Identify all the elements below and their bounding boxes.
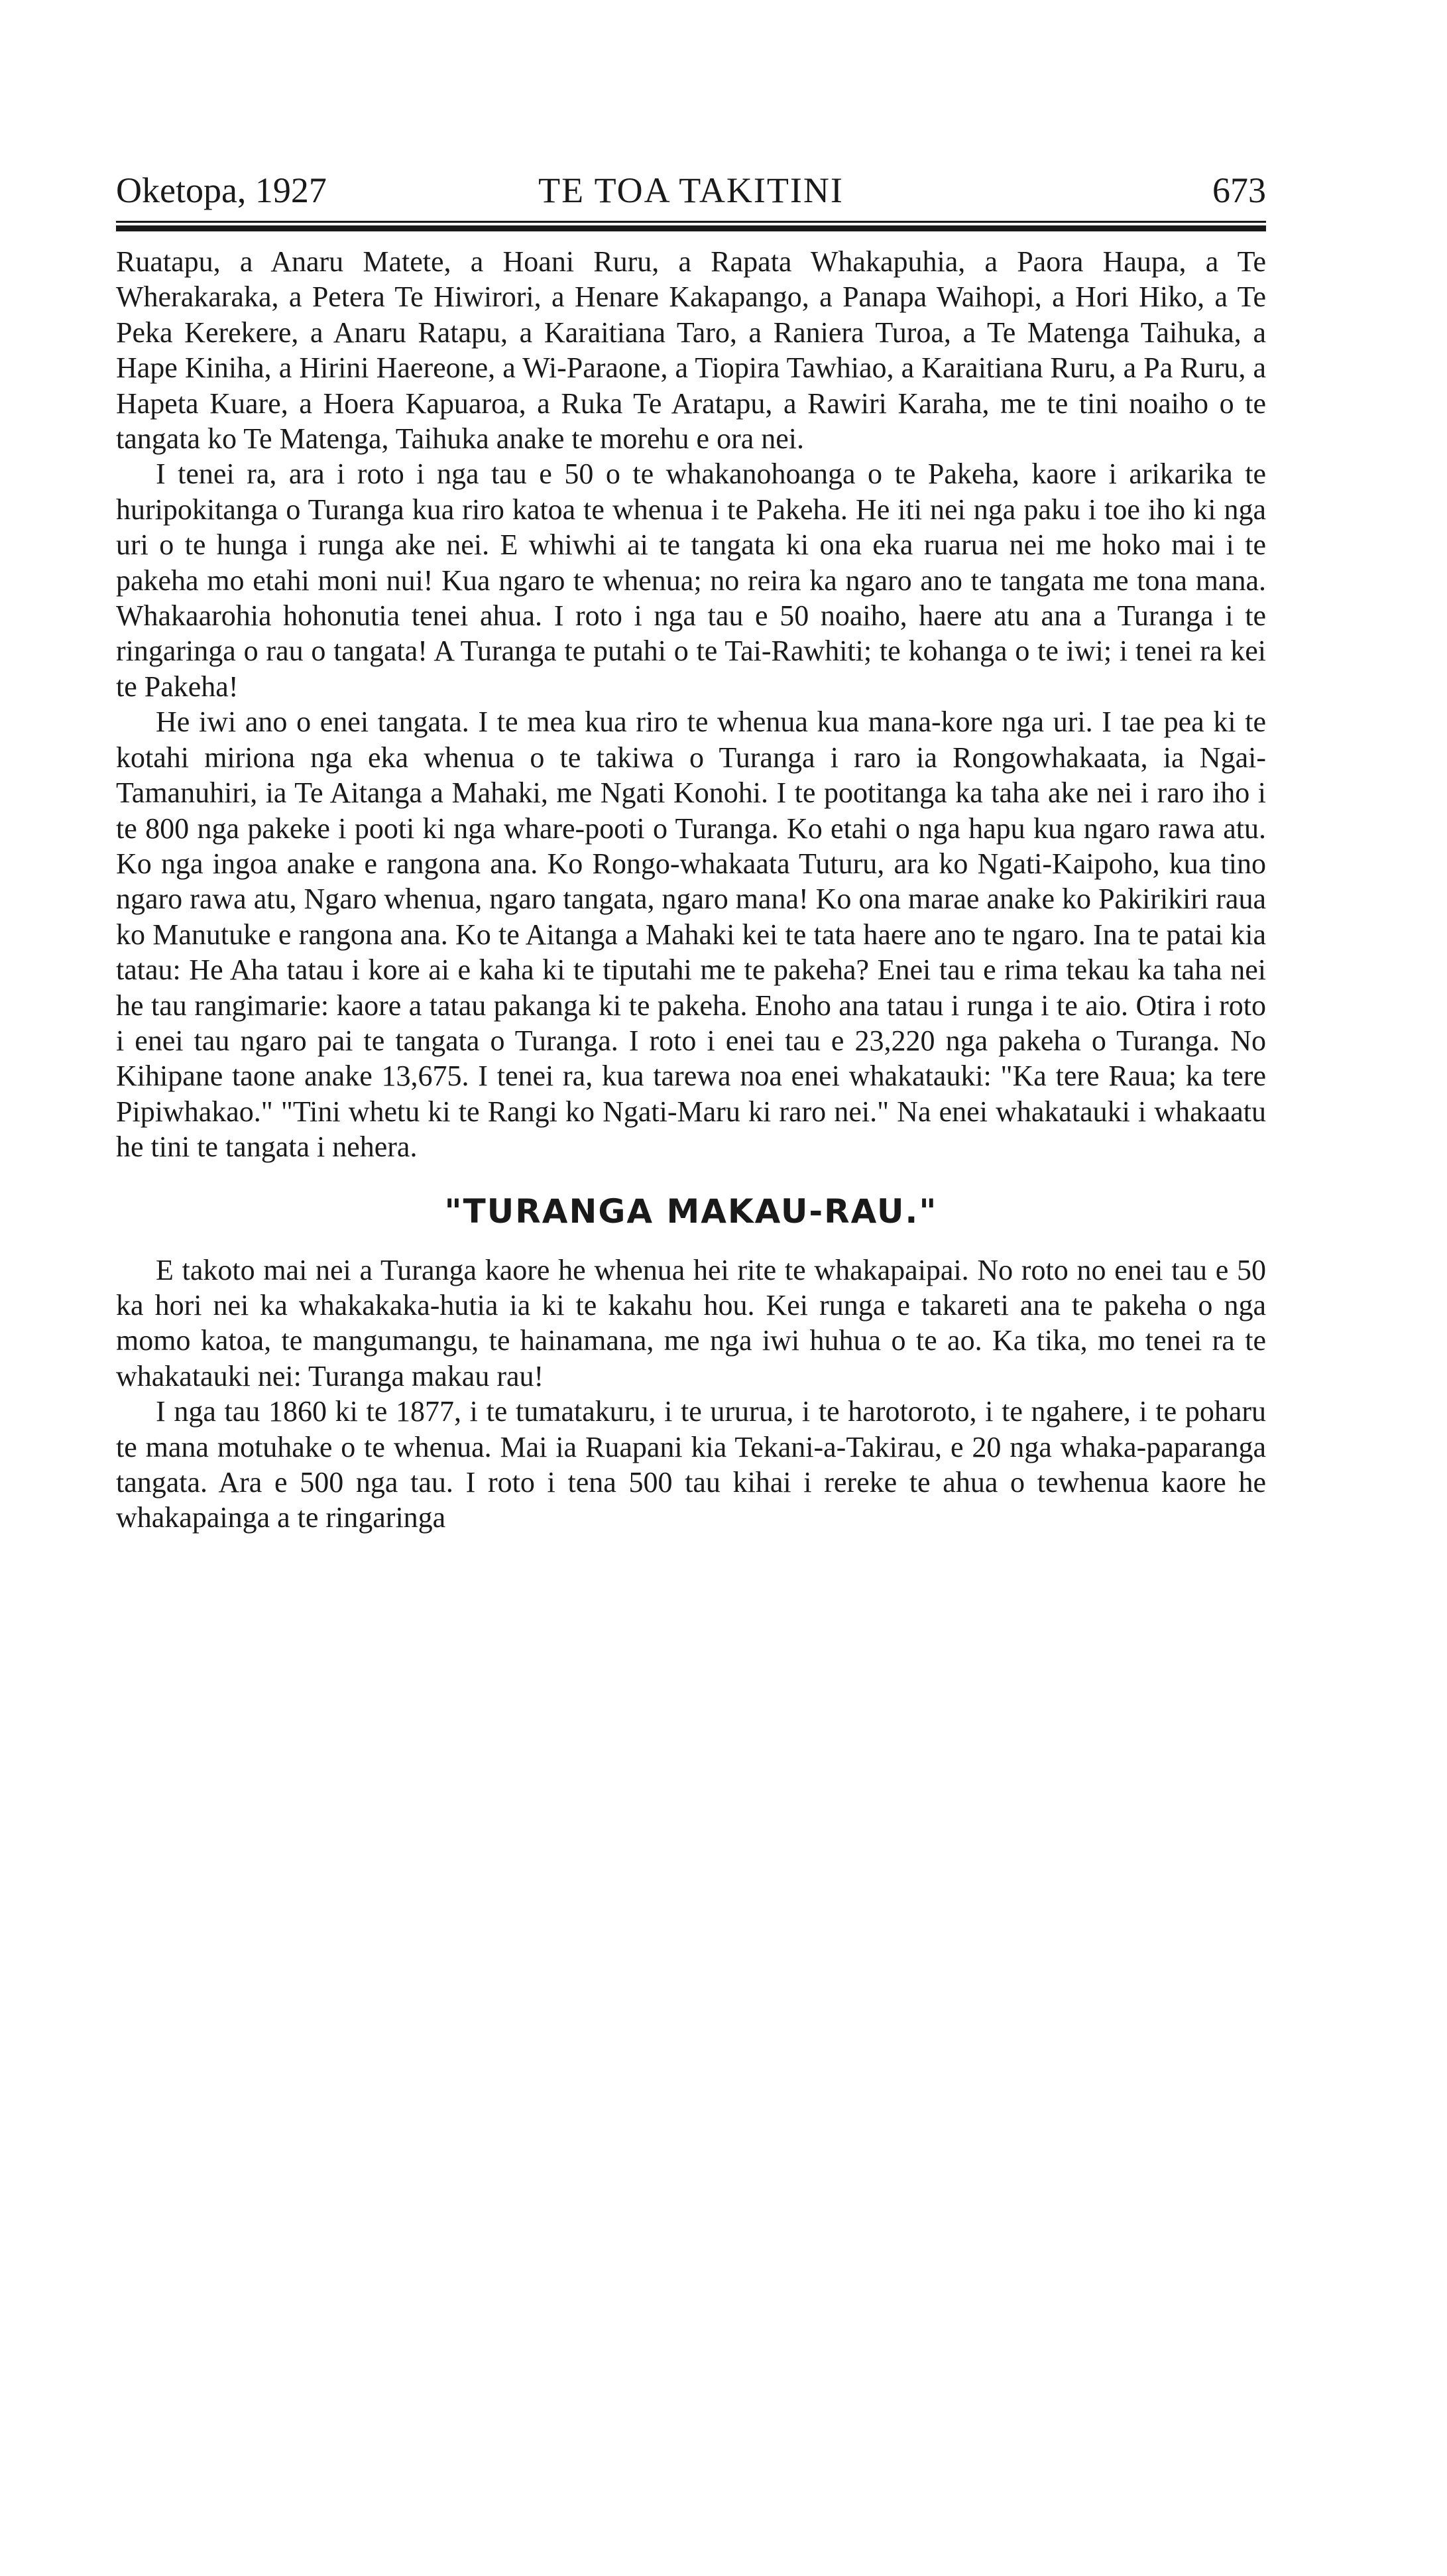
page-number: 673 [1212, 170, 1266, 210]
issue-date: Oketopa, 1927 [116, 170, 327, 210]
paragraph-3: He iwi ano o enei tangata. I te mea kua riro te whenua kua mana-kore nga uri. I tae pea ki te kotahi miriona nga eka whenua o te takiwa o Turanga i raro ia Rongowhakaata, ia Ngai-Tamanuhiri, ia Te Aitanga a Mahaki, me Ngati Konohi. I te pootitanga ka taha ake nei i raro iho i te 800 nga pakeke i pooti ki nga whare-pooti o Turanga. Ko etahi o nga hapu kua ngaro rawa atu. Ko nga ingoa anake e rangona ana. Ko Rongo-whakaata Tuturu, ara ko Ngati-Kaipoho, kua tino ngaro rawa atu, Ngaro whenua, ngaro tangata, ngaro mana! Ko ona marae anake ko Pakirikiri raua ko Manutuke e rangona ana. Ko te Aitanga a Mahaki kei te tata haere ano te ngaro. Ina te patai kia tatau: He Aha tatau i kore ai e kaha ki te tiputahi me te pakeha? Enei tau e rima tekau ka taha nei he tau rangimarie: kaore a tatau pakanga ki te pakeha. Enoho ana tatau i runga i te aio. Otira i roto i enei tau ngaro pai te tangata o Turanga. I roto i enei tau e 23,220 nga pakeha o Turanga. No Kihipane taone anake 13,675. I tenei ra, kua tarewa noa enei whakatauki: "Ka tere Raua; ka tere Pipiwhakao." "Tini whetu ki te Rangi ko Ngati-Maru ki raro nei." Na enei whakatauki i whakaatu he tini te tangata i nehera. [116, 705, 1266, 1164]
journal-title: TE TOA TAKITINI [538, 170, 844, 210]
page [116, 0, 1266, 2576]
article-body [116, 244, 1266, 1536]
header-rule-thin [116, 221, 1266, 223]
paragraph-1: Ruatapu, a Anaru Matete, a Hoani Ruru, a Rapata Whakapuhia, a Paora Haupa, a Te Wherakaraka, a Petera Te Hiwirori, a Henare Kakapango, a Panapa Waihopi, a Hori Hiko, a Te Peka Kerekere, a Anaru Ratapu, a Karaitiana Taro, a Raniera Turoa, a Te Matenga Taihuka, a Hape Kiniha, a Hirini Haereone, a Wi-Paraone, a Tiopira Tawhiao, a Karaitiana Ruru, a Pa Ruru, a Hapeta Kuare, a Hoera Kapuaroa, a Ruka Te Aratapu, a Rawiri Karaha, me te tini noaiho o te tangata ko Te Matenga, Taihuka anake te morehu e ora nei. [116, 245, 1266, 456]
paragraph-2: I tenei ra, ara i roto i nga tau e 50 o te whakanohoanga o te Pakeha, kaore i arikarika te huripokitanga o Turanga kua riro katoa te whenua i te Pakeha. He iti nei nga paku i toe iho ki nga uri o te hunga i runga ake nei. E whiwhi ai te tangata ki ona eka ruarua nei me hoko mai i te pakeha mo etahi moni nui! Kua ngaro te whenua; no reira ka ngaro ano te tangata me tona mana. Whakaarohia hohonutia tenei ahua. I roto i nga tau e 50 noaiho, haere atu ana a Turanga i te ringaringa o rau o tangata! A Turanga te putahi o te Tai-Rawhiti; te kohanga o te iwi; i tenei ra kei te Pakeha! [116, 458, 1266, 703]
paragraph-5: I nga tau 1860 ki te 1877, i te tumatakuru, i te ururua, i te harotoroto, i te ngahere, i te poharu te mana motuhake o te whenua. Mai ia Ruapani kia Tekani-a-Takirau, e 20 nga whaka-paparanga tangata. Ara e 500 nga tau. I roto i tena 500 tau kihai i rereke te ahua o tewhenua kaore he whakapainga a te ringaringa [116, 1395, 1266, 1534]
running-header [116, 167, 1266, 214]
header-rule-thick [116, 225, 1266, 231]
section-heading: "TURANGA MAKAU-RAU." [444, 1192, 938, 1231]
paragraph-4: E takoto mai nei a Turanga kaore he whenua hei rite te whakapaipai. No roto no enei tau e 50 ka hori nei ka whakakaka-hutia ia ki te kakahu hou. Kei runga e takareti ana te pakeha o nga momo katoa, te mangumangu, te hainamana, me nga iwi huhua o te ao. Ka tika, mo tenei ra te whakatauki nei: Turanga makau rau! [116, 1253, 1266, 1392]
